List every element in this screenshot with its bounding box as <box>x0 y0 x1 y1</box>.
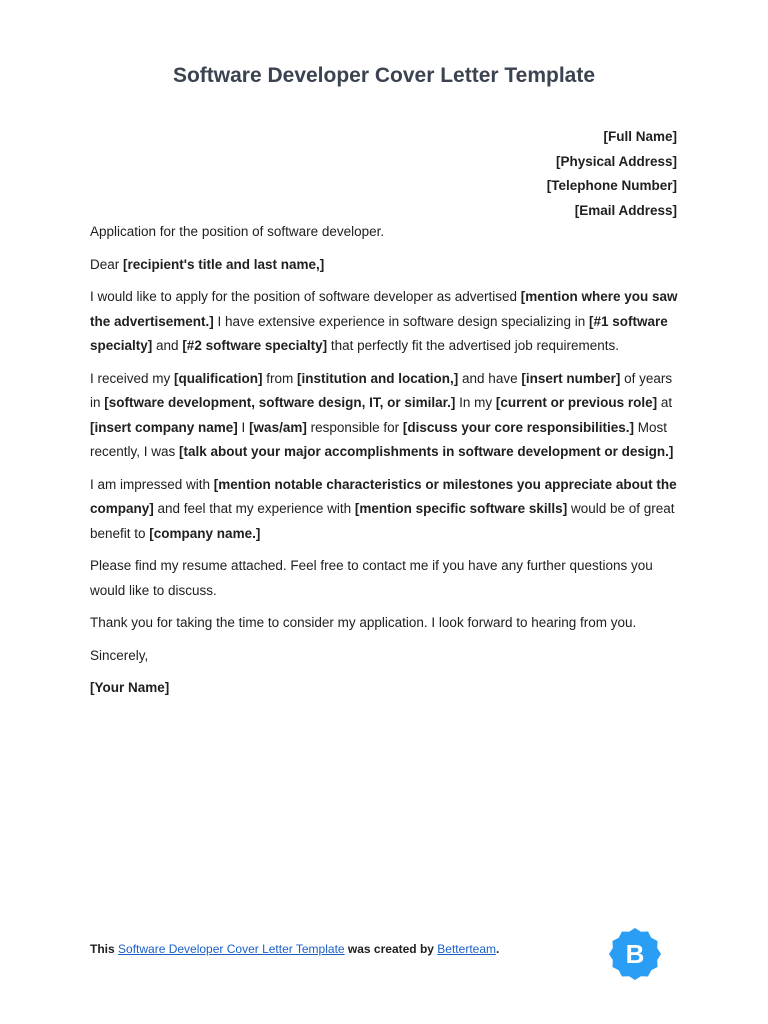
letter-paragraph <box>90 473 680 547</box>
footer-middle: was created by <box>344 942 438 956</box>
body-text: and <box>152 338 183 353</box>
footer-attribution <box>90 942 499 956</box>
placeholder-text: [company name.] <box>149 525 261 541</box>
sender-full-name: [Full Name] <box>603 129 677 144</box>
body-text: I am impressed with <box>90 476 214 492</box>
letter-body <box>90 220 680 709</box>
logo-letter: B <box>625 939 645 969</box>
sender-block <box>547 125 677 223</box>
betterteam-logo-shape <box>609 928 661 980</box>
document-title: Software Developer Cover Letter Template <box>172 64 596 87</box>
body-text: Please find my resume attached. Feel free to contact me if you have any further questions you would like to discuss. <box>90 558 653 598</box>
body-text: of years in <box>90 370 673 410</box>
placeholder-text: [qualification] <box>174 370 263 386</box>
placeholder-text: [mention specific software skills] <box>354 501 568 516</box>
placeholder-text: [insert number] <box>521 370 621 386</box>
placeholder-text: [#1 software specialty] <box>90 313 668 353</box>
letter-paragraph <box>90 676 680 701</box>
body-text: and have <box>458 370 522 386</box>
footer-prefix: This <box>90 942 119 956</box>
letter-paragraph <box>90 554 680 603</box>
footer-suffix: . <box>496 942 500 956</box>
body-text: at <box>657 395 673 410</box>
body-text: I <box>237 419 250 435</box>
placeholder-text: [#2 software specialty] <box>182 338 328 353</box>
body-text: from <box>262 370 298 386</box>
body-text: I received my <box>90 370 175 386</box>
placeholder-text: [mention where you saw the advertisement.] <box>90 289 678 329</box>
body-text: Thank you for taking the time to consider my application. I look forward to hearing from you. <box>90 615 637 630</box>
body-text: that perfectly fit the advertised job requirements. <box>327 338 620 353</box>
body-text: Dear <box>90 256 124 272</box>
placeholder-text: [talk about your major accomplishments in software development or design.] <box>179 444 674 459</box>
letter-paragraph <box>90 367 680 465</box>
placeholder-text: [discuss your core responsibilities.] <box>402 419 634 435</box>
body-text: Sincerely, <box>90 647 149 663</box>
placeholder-text: [insert company name] <box>90 419 238 435</box>
body-text: In my <box>455 395 496 410</box>
sender-telephone: [Telephone Number] <box>546 178 677 193</box>
body-text: responsible for <box>306 419 403 435</box>
body-text: Application for the position of software developer. <box>90 224 385 239</box>
body-text: and feel that my experience with <box>153 501 355 516</box>
letter-paragraph <box>90 644 680 669</box>
placeholder-text: [Your Name] <box>90 680 170 695</box>
placeholder-text: [was/am] <box>249 419 307 435</box>
body-text: Most recently, I was <box>90 419 667 459</box>
body-text: I would like to apply for the position of software developer as advertised <box>90 289 521 304</box>
sender-physical-address: [Physical Address] <box>555 153 677 169</box>
placeholder-text: [mention notable characteristics or milestones you appreciate about the company] <box>90 476 677 516</box>
placeholder-text: [software development, software design, IT, or similar.] <box>104 395 456 410</box>
letter-paragraph <box>90 253 680 278</box>
letter-paragraph <box>90 220 680 245</box>
letter-paragraph <box>90 611 680 636</box>
body-text: I have extensive experience in software design specializing in <box>213 313 590 329</box>
sender-email: [Email Address] <box>574 202 677 218</box>
placeholder-text: [current or previous role] <box>495 395 658 410</box>
body-text: would be of great benefit to <box>90 501 675 541</box>
betterteam-link[interactable]: Betterteam <box>437 942 496 956</box>
placeholder-text: [institution and location,] <box>297 370 459 386</box>
placeholder-text: [recipient's title and last name,] <box>123 256 325 272</box>
betterteam-logo-icon[interactable] <box>609 928 661 980</box>
letter-paragraph <box>90 285 680 359</box>
template-link[interactable]: Software Developer Cover Letter Template <box>118 942 345 956</box>
